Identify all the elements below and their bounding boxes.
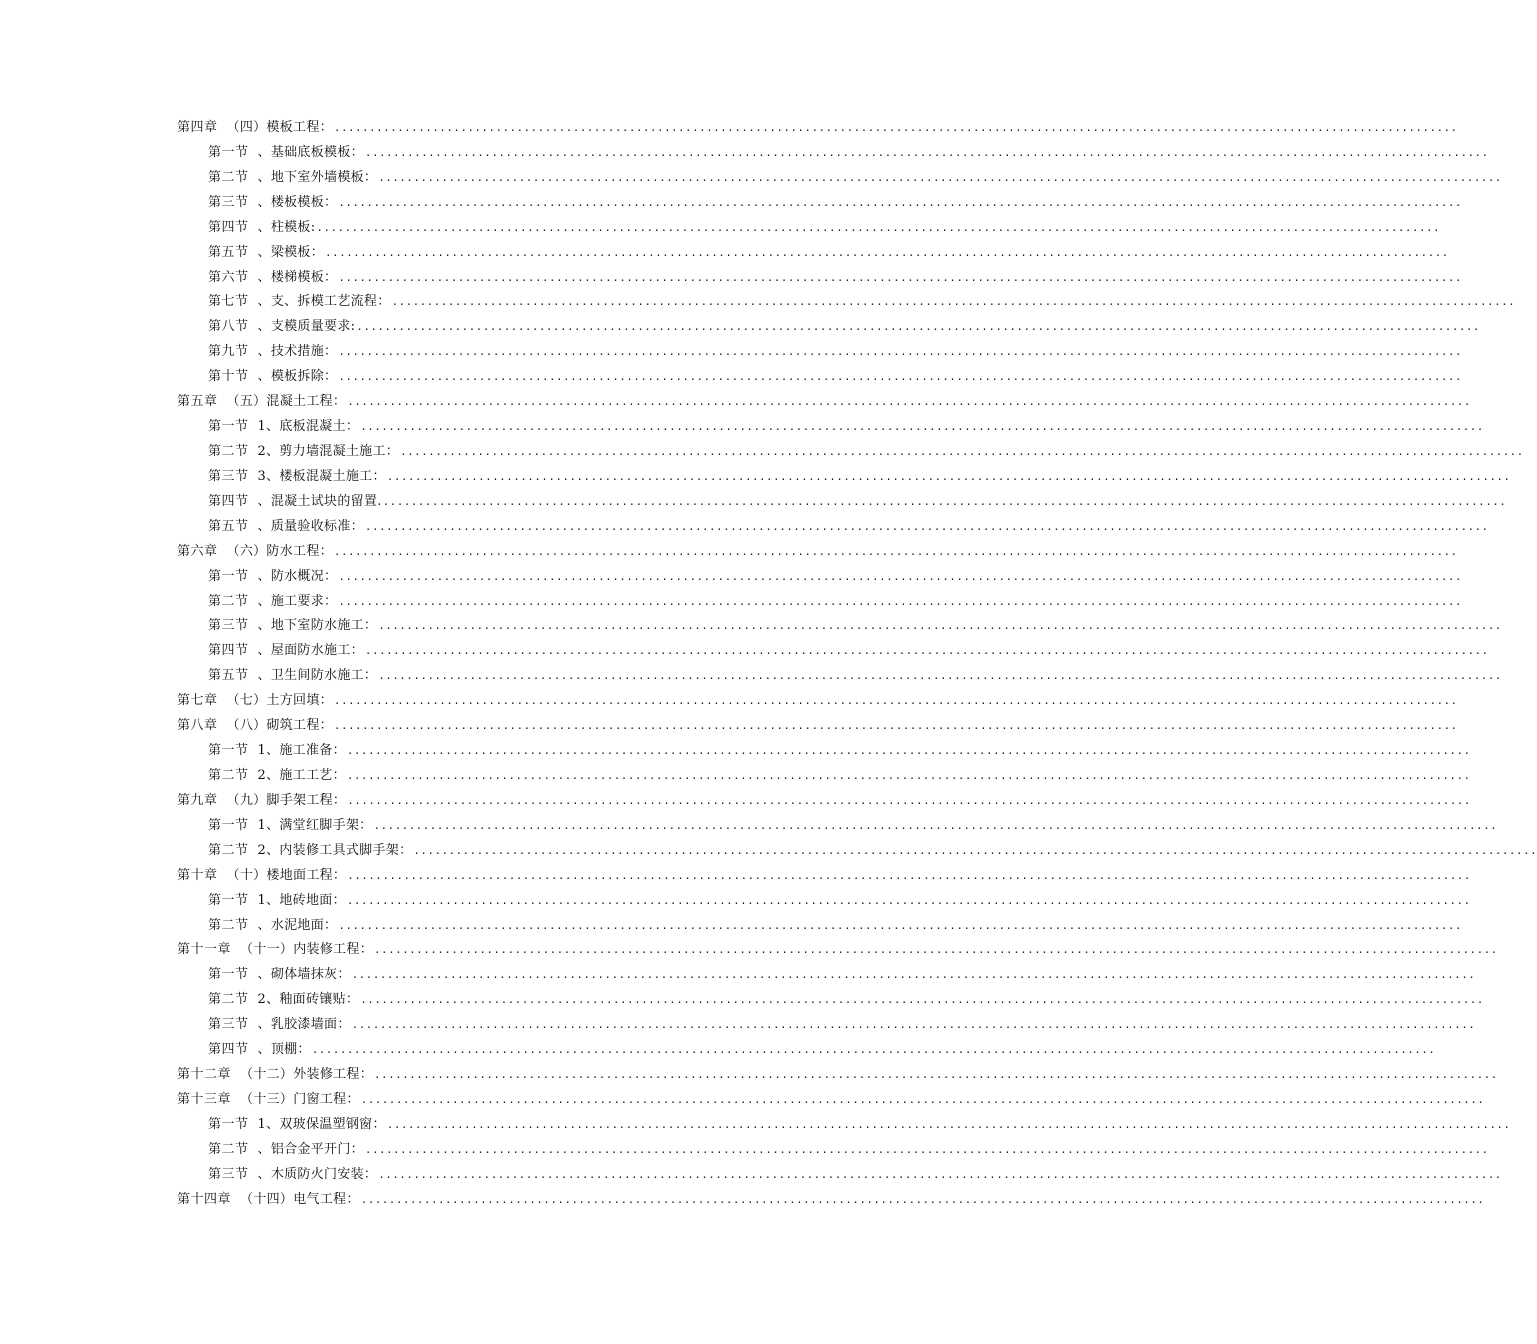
toc-entry-title: 、梁模板： bbox=[257, 244, 325, 260]
toc-entry-title: 1、双玻保温塑钢窗： bbox=[257, 1116, 386, 1132]
toc-entry-title: 、支模质量要求: bbox=[257, 319, 356, 335]
toc-entry-title: 、卫生间防水施工： bbox=[257, 668, 378, 684]
toc-section-entry[interactable] bbox=[177, 216, 1441, 241]
toc-section-entry[interactable] bbox=[177, 141, 1489, 166]
toc-section-entry[interactable] bbox=[177, 166, 1502, 191]
dot-leader: ................................................................................................................................................................ bbox=[338, 569, 1462, 583]
toc-entry-number: 第九节 bbox=[208, 344, 249, 360]
dot-leader: ................................................................................................................................................................ bbox=[364, 644, 1489, 658]
toc-entry-title: 、楼板模板： bbox=[257, 194, 338, 210]
toc-section-entry[interactable] bbox=[177, 191, 1462, 216]
toc-entry-title: （四）模板工程： bbox=[226, 120, 333, 135]
toc-entry-title: （九）脚手架工程： bbox=[226, 792, 347, 808]
toc-section-entry[interactable] bbox=[177, 988, 1484, 1013]
toc-entry-title: （六）防水工程： bbox=[226, 543, 333, 559]
dot-leader: ................................................................................................................................................................ bbox=[333, 719, 1458, 733]
toc-chapter-entry[interactable] bbox=[177, 789, 1471, 814]
dot-leader: ................................................................................................................................................................ bbox=[347, 793, 1471, 807]
dot-leader: ................................................................................................................................................................ bbox=[338, 370, 1462, 384]
dot-leader: ................................................................................................................................................................ bbox=[374, 943, 1498, 957]
toc-chapter-entry[interactable] bbox=[177, 864, 1471, 889]
toc-entry-number: 第四节 bbox=[208, 219, 249, 235]
toc-entry-number: 第一节 bbox=[208, 1116, 249, 1132]
toc-entry-title: 、柱模板: bbox=[257, 219, 316, 235]
toc-chapter-entry[interactable] bbox=[177, 540, 1458, 565]
toc-entry-number: 第四节 bbox=[208, 643, 249, 659]
toc-chapter-entry[interactable] bbox=[177, 938, 1498, 963]
toc-section-entry[interactable] bbox=[177, 963, 1476, 988]
dot-leader: ................................................................................................................................................................ bbox=[325, 245, 1449, 259]
toc-entry-number: 第二节 bbox=[208, 767, 249, 783]
dot-leader: ................................................................................................................................................................ bbox=[347, 395, 1471, 409]
toc-entry-title: 、地下室外墙模板： bbox=[257, 169, 378, 185]
toc-entry-number: 第九章 bbox=[177, 792, 218, 808]
toc-entry-title: （十三）门窗工程： bbox=[240, 1091, 360, 1107]
dot-leader: ................................................................................................................................................................ bbox=[356, 320, 1480, 334]
dot-leader: ................................................................................................................................................................ bbox=[333, 121, 1458, 134]
toc-section-entry[interactable] bbox=[177, 814, 1498, 839]
toc-chapter-entry[interactable] bbox=[177, 1088, 1485, 1113]
toc-section-entry[interactable] bbox=[177, 1038, 1436, 1063]
dot-leader: ................................................................................................................................................................ bbox=[338, 270, 1462, 284]
toc-entry-number: 第四节 bbox=[208, 493, 249, 509]
toc-entry-title: 、地下室防水施工： bbox=[257, 618, 378, 634]
dot-leader: ................................................................................................................................................................ bbox=[360, 1092, 1485, 1106]
toc-entry-number: 第五节 bbox=[208, 518, 249, 534]
toc-entry-title: 、水泥地面： bbox=[257, 917, 338, 933]
toc-chapter-entry[interactable] bbox=[177, 390, 1471, 415]
toc-section-entry[interactable] bbox=[177, 839, 1537, 864]
toc-section-entry[interactable] bbox=[177, 365, 1462, 390]
dot-leader: ................................................................................................................................................................ bbox=[347, 868, 1471, 882]
toc-section-entry[interactable] bbox=[177, 340, 1462, 365]
toc-entry-title: 、混凝土试块的留置. bbox=[257, 493, 382, 509]
dot-leader: ................................................................................................................................................................ bbox=[338, 594, 1462, 608]
toc-section-entry[interactable] bbox=[177, 290, 1516, 315]
dot-leader: ................................................................................................................................................................ bbox=[360, 1192, 1485, 1206]
dot-leader: ................................................................................................................................................................ bbox=[346, 744, 1471, 758]
toc-entry-number: 第一节 bbox=[208, 419, 249, 435]
toc-entry-number: 第二节 bbox=[208, 169, 249, 185]
toc-entry-number: 第三节 bbox=[208, 468, 249, 484]
toc-entry-title: 、施工要求： bbox=[257, 593, 338, 609]
toc-entry-title: （十）楼地面工程： bbox=[226, 867, 347, 883]
toc-section-entry[interactable] bbox=[177, 465, 1511, 490]
toc-entry-number: 第二节 bbox=[208, 992, 249, 1008]
toc-entry-number: 第十节 bbox=[208, 369, 249, 385]
toc-entry-number: 第六章 bbox=[177, 543, 218, 559]
toc-section-entry[interactable] bbox=[177, 1163, 1502, 1188]
toc-entry-title: 、铝合金平开门： bbox=[257, 1141, 364, 1157]
toc-entry-title: （十一）内装修工程： bbox=[240, 942, 374, 958]
toc-entry-title: （十四）电气工程： bbox=[240, 1191, 360, 1207]
dot-leader: ................................................................................................................................................................ bbox=[338, 345, 1462, 359]
toc-entry-number: 第二节 bbox=[208, 443, 249, 459]
toc-section-entry[interactable] bbox=[177, 266, 1462, 291]
dot-leader: ................................................................................................................................................................ bbox=[374, 1068, 1498, 1082]
toc-section-entry[interactable] bbox=[177, 490, 1507, 515]
toc-entry-title: 、支、拆模工艺流程： bbox=[257, 294, 391, 310]
toc-entry-number: 第十四章 bbox=[177, 1191, 232, 1207]
dot-leader: ................................................................................................................................................................ bbox=[382, 494, 1507, 508]
toc-entry-number: 第二节 bbox=[208, 593, 249, 609]
dot-leader: ................................................................................................................................................................ bbox=[351, 968, 1476, 982]
toc-entry-number: 第八章 bbox=[177, 718, 218, 734]
dot-leader: ................................................................................................................................................................ bbox=[373, 818, 1498, 832]
toc-entry-title: 、砌体墙抹灰： bbox=[257, 967, 351, 983]
toc-entry-number: 第一节 bbox=[208, 568, 249, 584]
toc-entry-number: 第七节 bbox=[208, 294, 249, 310]
toc-entry-number: 第六节 bbox=[208, 269, 249, 285]
table-of-contents bbox=[177, 116, 1537, 1213]
toc-section-entry[interactable] bbox=[177, 565, 1462, 590]
toc-entry-title: 2、剪力墙混凝土施工： bbox=[257, 443, 400, 459]
toc-entry-title: 2、施工工艺： bbox=[257, 767, 346, 783]
toc-entry-number: 第十一章 bbox=[177, 942, 232, 958]
toc-entry-title: 、模板拆除： bbox=[257, 369, 338, 385]
dot-leader: ................................................................................................................................................................ bbox=[378, 170, 1502, 184]
dot-leader: ................................................................................................................................................................ bbox=[351, 1018, 1476, 1032]
toc-chapter-entry[interactable] bbox=[177, 1188, 1485, 1213]
toc-entry-title: （八）砌筑工程： bbox=[226, 718, 333, 734]
toc-entry-title: 、质量验收标准： bbox=[257, 518, 364, 534]
toc-entry-title: 、楼梯模板： bbox=[257, 269, 338, 285]
dot-leader: ................................................................................................................................................................ bbox=[360, 993, 1484, 1007]
dot-leader: ................................................................................................................................................................ bbox=[338, 195, 1462, 209]
dot-leader: ................................................................................................................................................................ bbox=[378, 669, 1502, 683]
dot-leader: ................................................................................................................................................................ bbox=[364, 145, 1489, 159]
dot-leader: ................................................................................................................................................................ bbox=[346, 893, 1471, 907]
toc-section-entry[interactable] bbox=[177, 639, 1489, 664]
toc-entry-title: 1、地砖地面： bbox=[257, 892, 346, 908]
toc-section-entry[interactable] bbox=[177, 914, 1462, 939]
toc-entry-number: 第一节 bbox=[208, 743, 249, 759]
toc-entry-number: 第一节 bbox=[208, 144, 249, 160]
toc-entry-number: 第五章 bbox=[177, 394, 218, 410]
toc-entry-title: 3、楼板混凝土施工： bbox=[257, 468, 386, 484]
toc-section-entry[interactable] bbox=[177, 1113, 1511, 1138]
toc-entry-number: 第一节 bbox=[208, 817, 249, 833]
toc-entry-title: 、屋面防水施工： bbox=[257, 643, 364, 659]
dot-leader: ................................................................................................................................................................ bbox=[316, 220, 1441, 234]
dot-leader: ................................................................................................................................................................ bbox=[400, 444, 1524, 458]
toc-entry-title: （五）混凝土工程： bbox=[226, 394, 347, 410]
dot-leader: ................................................................................................................................................................ bbox=[364, 519, 1489, 533]
dot-leader: ................................................................................................................................................................ bbox=[360, 420, 1484, 434]
toc-section-entry[interactable] bbox=[177, 664, 1502, 689]
dot-leader: ................................................................................................................................................................ bbox=[346, 768, 1471, 782]
dot-leader: ................................................................................................................................................................ bbox=[386, 469, 1511, 483]
toc-entry-number: 第五节 bbox=[208, 668, 249, 684]
toc-entry-number: 第二节 bbox=[208, 917, 249, 933]
toc-entry-number: 第三节 bbox=[208, 1166, 249, 1182]
toc-entry-number: 第一节 bbox=[208, 892, 249, 908]
dot-leader: ................................................................................................................................................................ bbox=[378, 619, 1502, 633]
toc-entry-number: 第三节 bbox=[208, 1017, 249, 1033]
toc-section-entry[interactable] bbox=[177, 614, 1502, 639]
toc-section-entry[interactable] bbox=[177, 590, 1462, 615]
toc-section-entry[interactable] bbox=[177, 889, 1471, 914]
toc-section-entry[interactable] bbox=[177, 1138, 1489, 1163]
toc-entry-title: 、技术措施： bbox=[257, 344, 338, 360]
toc-section-entry[interactable] bbox=[177, 1013, 1476, 1038]
toc-entry-title: 、顶棚： bbox=[257, 1042, 311, 1058]
toc-entry-number: 第十三章 bbox=[177, 1091, 232, 1107]
dot-leader: ................................................................................................................................................................ bbox=[338, 918, 1462, 932]
toc-entry-title: 、木质防火门安装： bbox=[257, 1166, 378, 1182]
toc-section-entry[interactable] bbox=[177, 315, 1480, 340]
toc-section-entry[interactable] bbox=[177, 515, 1489, 540]
toc-chapter-entry[interactable] bbox=[177, 689, 1458, 714]
toc-section-entry[interactable] bbox=[177, 764, 1471, 789]
toc-entry-number: 第四章 bbox=[177, 120, 218, 135]
dot-leader: ................................................................................................................................................................ bbox=[378, 1167, 1502, 1181]
toc-section-entry[interactable] bbox=[177, 739, 1471, 764]
toc-entry-number: 第八节 bbox=[208, 319, 249, 335]
toc-entry-title: 、乳胶漆墙面： bbox=[257, 1017, 351, 1033]
toc-entry-number: 第三节 bbox=[208, 618, 249, 634]
toc-entry-title: 2、釉面砖镶贴： bbox=[257, 992, 360, 1008]
toc-entry-number: 第一节 bbox=[208, 967, 249, 983]
dot-leader: ................................................................................................................................................................ bbox=[333, 694, 1458, 708]
toc-entry-number: 第五节 bbox=[208, 244, 249, 260]
toc-entry-title: （七）土方回填： bbox=[226, 693, 333, 709]
toc-entry-title: 1、底板混凝土： bbox=[257, 419, 360, 435]
toc-entry-number: 第三节 bbox=[208, 194, 249, 210]
dot-leader: ................................................................................................................................................................ bbox=[413, 843, 1537, 857]
dot-leader: ................................................................................................................................................................ bbox=[391, 295, 1516, 309]
toc-entry-number: 第四节 bbox=[208, 1042, 249, 1058]
toc-entry-number: 第二节 bbox=[208, 1141, 249, 1157]
toc-section-entry[interactable] bbox=[177, 440, 1524, 465]
toc-chapter-entry[interactable] bbox=[177, 714, 1458, 739]
toc-entry-number: 第十二章 bbox=[177, 1067, 232, 1083]
dot-leader: ................................................................................................................................................................ bbox=[364, 1142, 1489, 1156]
toc-section-entry[interactable] bbox=[177, 241, 1449, 266]
toc-section-entry[interactable] bbox=[177, 415, 1484, 440]
toc-entry-title: 2、内装修工具式脚手架： bbox=[257, 842, 413, 858]
toc-entry-title: 、防水概况： bbox=[257, 568, 338, 584]
toc-entry-number: 第二节 bbox=[208, 842, 249, 858]
toc-entry-title: 1、满堂红脚手架： bbox=[257, 817, 373, 833]
toc-entry-title: 、基础底板模板： bbox=[257, 144, 364, 160]
toc-entry-number: 第十章 bbox=[177, 867, 218, 883]
toc-entry-title: 1、施工准备： bbox=[257, 743, 346, 759]
toc-chapter-entry[interactable] bbox=[177, 1063, 1498, 1088]
toc-entry-title: （十二）外装修工程： bbox=[240, 1067, 374, 1083]
toc-entry-number: 第七章 bbox=[177, 693, 218, 709]
dot-leader: ................................................................................................................................................................ bbox=[311, 1043, 1436, 1057]
dot-leader: ................................................................................................................................................................ bbox=[333, 544, 1458, 558]
dot-leader: ................................................................................................................................................................ bbox=[386, 1117, 1511, 1131]
toc-chapter-entry[interactable] bbox=[177, 116, 1458, 141]
